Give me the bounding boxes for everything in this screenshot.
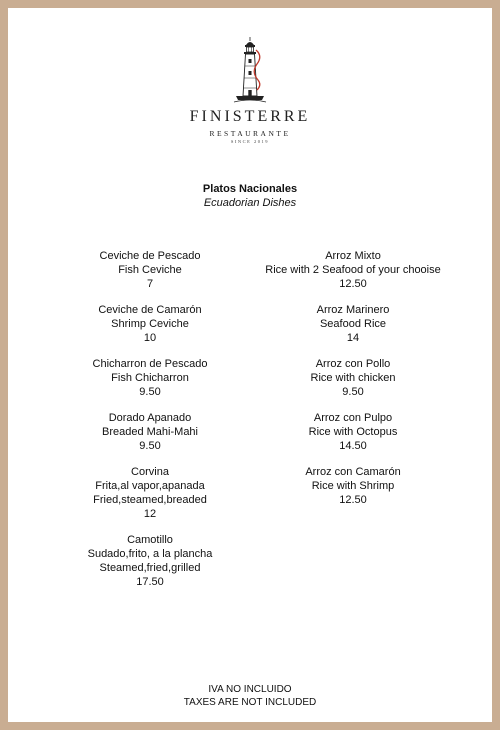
section-subtitle: Ecuadorian Dishes [203,197,297,209]
right-menu-column [253,249,453,519]
dish-name-en: Rice with 2 Seafood of your chooise [265,264,441,276]
dish-name-es: Ceviche de Camarón [98,304,202,316]
dish-name-en: Rice with chicken [310,372,396,384]
dish-name-en: Rice with Shrimp [311,480,395,492]
menu-item [50,357,250,399]
dish-price: 17.50 [136,576,164,588]
dish-name-en: Seafood Rice [319,318,387,330]
menu-item [253,465,453,507]
dish-price: 9.50 [139,440,161,452]
dish-name-es: Ceviche de Pescado [99,250,201,262]
menu-item [253,411,453,453]
dish-name-es: Chicharron de Pescado [92,358,208,370]
tax-notice-en: TAXES ARE NOT INCLUDED [183,697,317,708]
dish-price: 12.50 [339,494,367,506]
menu-item [253,357,453,399]
dish-preparation-es: Frita,al vapor,apanada [95,480,205,492]
dish-price: 9.50 [342,386,364,398]
dish-name-es: Arroz con Pulpo [313,412,393,424]
menu-item [50,303,250,345]
dish-preparation-en: Steamed,fried,grilled [99,562,201,574]
menu-item [253,249,453,291]
dish-price: 14 [346,332,360,344]
menu-heading [8,182,492,210]
menu-page [8,8,492,722]
dish-preparation-es: Sudado,frito, a la plancha [87,548,213,560]
section-title: Platos Nacionales [202,183,298,195]
dish-price: 9.50 [139,386,161,398]
dish-price: 7 [146,278,154,290]
left-menu-column [50,249,250,601]
dish-name-es: Dorado Apanado [108,412,192,424]
restaurant-logo [8,36,492,144]
lighthouse-icon [230,36,270,106]
dish-name-en: Shrimp Ceviche [111,318,189,330]
dish-price: 12 [143,508,157,520]
brand-subtitle: RESTAURANTE [209,129,291,138]
menu-item [50,465,250,521]
dish-name-en: Breaded Mahi-Mahi [102,426,198,438]
tax-notice [8,683,492,709]
dish-price: 10 [143,332,157,344]
menu-item [253,303,453,345]
dish-name-en: Rice with Octopus [308,426,398,438]
menu-item [50,533,250,589]
dish-name-es: Arroz Mixto [325,250,381,262]
dish-name-es: Arroz con Pollo [315,358,391,370]
dish-name-es: Corvina [131,466,169,478]
dish-price: 14.50 [339,440,367,452]
dish-price: 12.50 [339,278,367,290]
menu-item [50,411,250,453]
dish-name-es: Arroz con Camarón [305,466,401,478]
dish-name-es: Arroz Marinero [316,304,390,316]
dish-preparation-en: Fried,steamed,breaded [93,494,207,506]
brand-name: FINISTERRE [189,108,311,125]
tax-notice-es: IVA NO INCLUIDO [208,684,292,695]
brand-since: SINCE 2019 [230,139,270,144]
dish-name-es: Camotillo [127,534,173,546]
dish-name-en: Fish Chicharron [111,372,189,384]
dish-name-en: Fish Ceviche [118,264,182,276]
menu-item [50,249,250,291]
